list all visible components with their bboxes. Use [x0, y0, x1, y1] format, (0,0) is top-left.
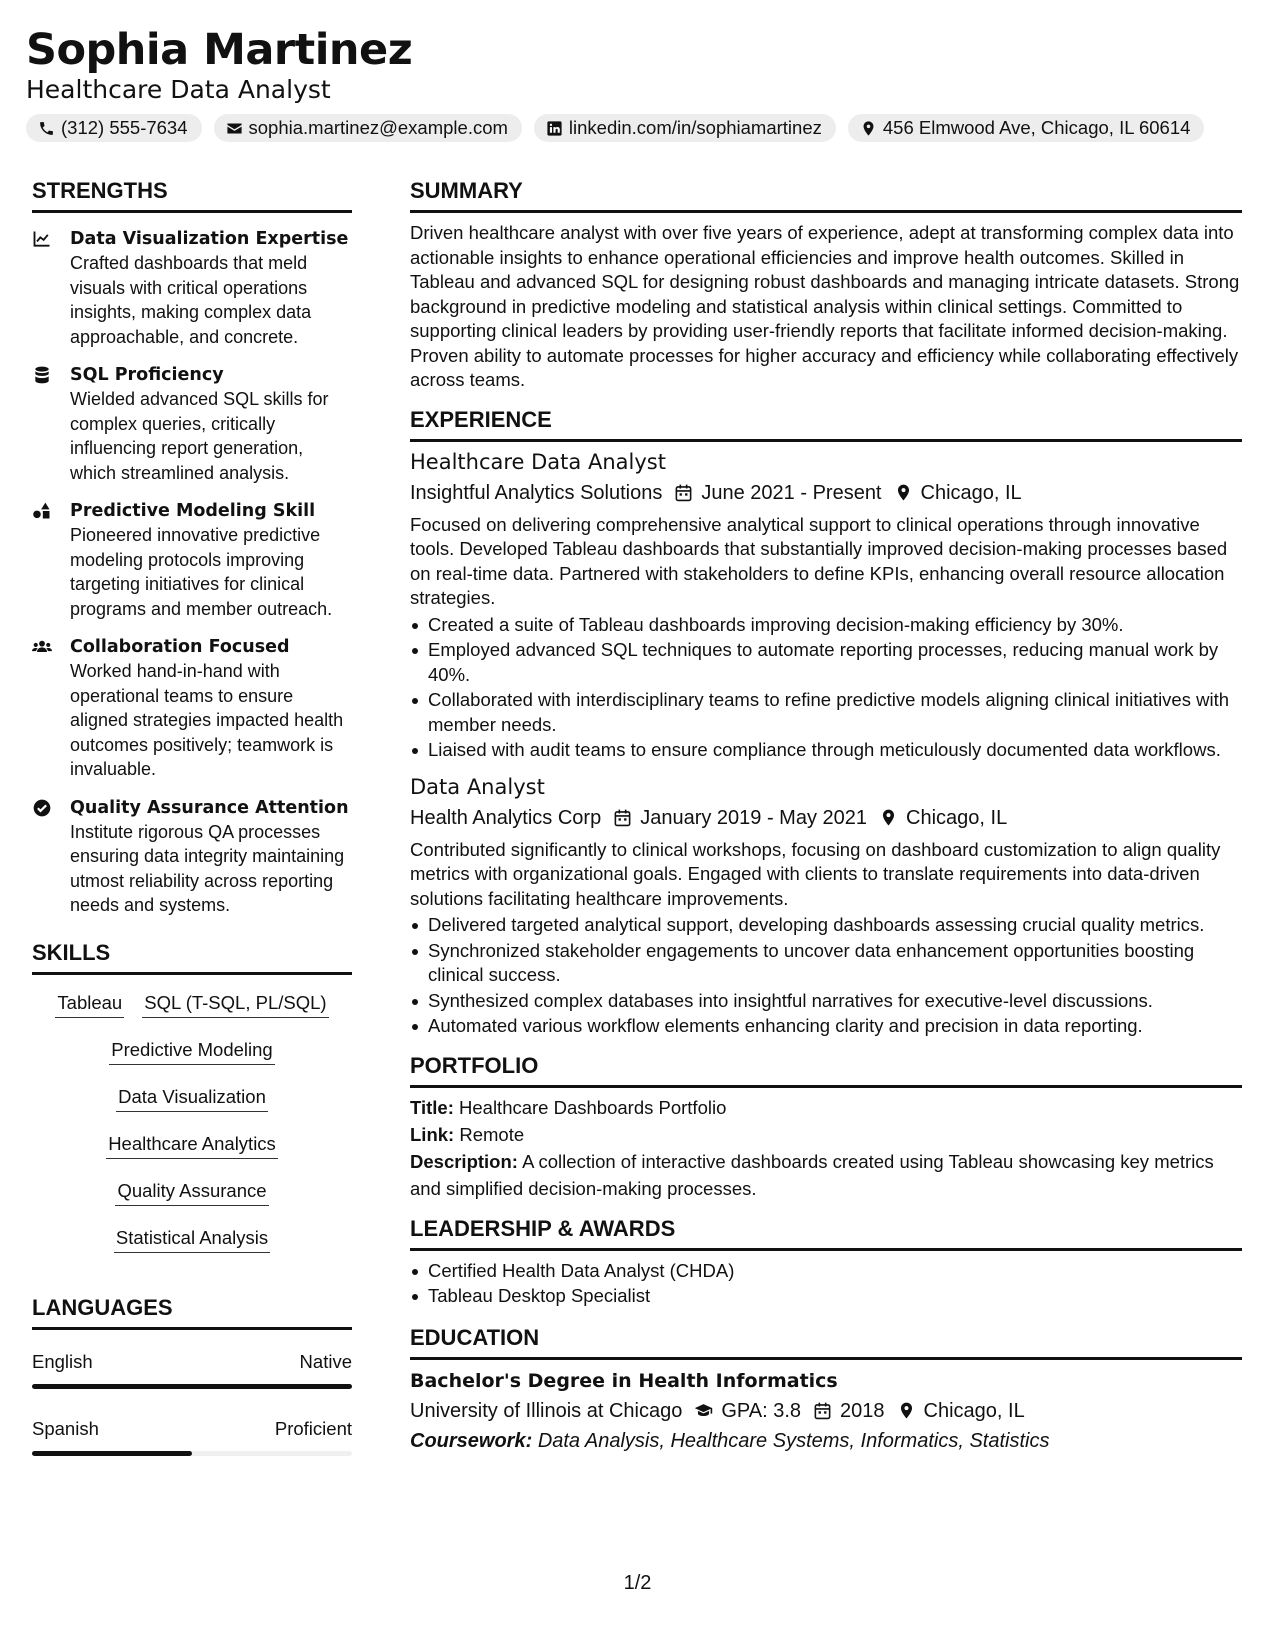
language-item: [32, 1350, 352, 1389]
job-bullet: Automated various workflow elements enhancing clarity and precision in data reporting.: [410, 1014, 1242, 1039]
strength-title: Collaboration Focused: [70, 637, 290, 657]
map-pin-icon: [879, 808, 898, 827]
strength-title: Quality Assurance Attention: [70, 797, 349, 818]
award-item: Certified Health Data Analyst (CHDA): [410, 1259, 1242, 1284]
skill-tag: SQL (T-SQL, PL/SQL): [142, 991, 328, 1018]
school-location: Chicago, IL: [923, 1399, 1025, 1422]
skill-tag: Predictive Modeling: [109, 1038, 274, 1065]
skills-heading: SKILLS: [32, 939, 111, 965]
summary-heading: SUMMARY: [410, 178, 523, 203]
section-divider: [410, 1085, 1242, 1088]
skills-list: [32, 991, 352, 1253]
job-company: Health Analytics Corp: [410, 806, 602, 829]
section-divider: [410, 1357, 1242, 1360]
experience-heading: EXPERIENCE: [410, 406, 552, 432]
skill-tag: Statistical Analysis: [114, 1226, 270, 1253]
strengths-section: [32, 176, 352, 918]
job-location: Chicago, IL: [906, 806, 1008, 829]
calendar-icon: [813, 1401, 832, 1420]
award-list: [410, 1259, 1242, 1309]
leadership-heading: LEADERSHIP & AWARDS: [410, 1215, 676, 1241]
database-icon: [32, 365, 52, 385]
coursework-label: Coursework:: [410, 1429, 533, 1452]
phone-text: (312) 555-7634: [61, 117, 188, 138]
language-level: Proficient: [274, 1417, 352, 1439]
job-bullet: Delivered targeted analytical support, developing dashboards assessing crucial quality metrics.: [410, 913, 1242, 938]
address-contact[interactable]: [848, 114, 1205, 142]
job-meta: [410, 479, 1242, 507]
section-divider: [410, 1248, 1242, 1251]
job-location: Chicago, IL: [920, 481, 1022, 504]
calendar-icon: [613, 808, 632, 827]
strength-item: [32, 796, 352, 918]
page-number: 1/2: [623, 1572, 652, 1594]
job-company: Insightful Analytics Solutions: [410, 481, 663, 504]
calendar-icon: [674, 483, 693, 502]
strength-item: [32, 363, 352, 485]
languages-heading: LANGUAGES: [32, 1294, 173, 1320]
job-bullets: [410, 613, 1242, 763]
strength-item: [32, 635, 352, 782]
strength-desc: Pioneered innovative predictive modeling protocols improving targeting initiatives for clinical programs and member outreach.: [70, 525, 333, 619]
contact-bar: [26, 114, 1256, 142]
strength-item: [32, 499, 352, 621]
award-item: Tableau Desktop Specialist: [410, 1284, 1242, 1309]
field-value[interactable]: Remote: [459, 1123, 525, 1145]
language-item: [32, 1417, 352, 1456]
section-divider: [32, 210, 352, 213]
users-icon: [32, 637, 52, 657]
job-bullet: Created a suite of Tableau dashboards improving decision-making efficiency by 30%.: [410, 613, 1242, 638]
job-description: Focused on delivering comprehensive analytical support to clinical operations through innovative tools. Developed Tableau dashboards that substantially improved decision-making processes based on real-time data. Partnered with stakeholders to define KPIs, enhancing overall resource allocation strategies.: [410, 513, 1228, 608]
language-name: English: [32, 1350, 93, 1372]
phone-icon: [38, 120, 55, 137]
portfolio-description: [410, 1148, 1242, 1202]
education-section: [410, 1323, 1242, 1455]
strength-desc: Institute rigorous QA processes ensuring data integrity maintaining utmost reliability across reporting needs and systems.: [70, 821, 345, 915]
field-value: Healthcare Dashboards Portfolio: [459, 1096, 727, 1118]
field-value: A collection of interactive dashboards created using Tableau showcasing key metrics and simplified decision-making processes.: [410, 1150, 1214, 1199]
job-title: Data Analyst: [410, 774, 545, 799]
section-divider: [32, 972, 352, 975]
language-proficiency-bar: [32, 1384, 352, 1389]
skill-tag: Data Visualization: [116, 1085, 268, 1112]
candidate-name: Sophia Martinez: [26, 25, 413, 75]
languages-section: [32, 1293, 352, 1456]
skills-section: [32, 938, 352, 1253]
map-pin-icon: [894, 483, 913, 502]
job-bullet: Collaborated with interdisciplinary teams to refine predictive models aligning clinical initiatives with member needs.: [410, 688, 1242, 737]
job-title: Healthcare Data Analyst: [410, 449, 666, 474]
map-pin-icon: [860, 120, 877, 137]
coursework-list: Data Analysis, Healthcare Systems, Informatics, Statistics: [537, 1429, 1050, 1452]
section-divider: [410, 210, 1242, 213]
education-meta: [410, 1397, 1242, 1425]
job-meta: [410, 804, 1242, 832]
shapes-icon: [32, 501, 52, 521]
language-name: Spanish: [32, 1417, 99, 1439]
job-dates: June 2021 - Present: [701, 481, 882, 504]
school-name: University of Illinois at Chicago: [410, 1399, 683, 1422]
map-pin-icon: [897, 1401, 916, 1420]
leadership-section: [410, 1214, 1242, 1309]
degree-title: Bachelor's Degree in Health Informatics: [410, 1369, 838, 1392]
portfolio-section: [410, 1051, 1242, 1202]
gpa: GPA: 3.8: [721, 1399, 802, 1422]
language-level: Native: [299, 1350, 352, 1372]
left-column: [32, 176, 352, 1456]
section-divider: [410, 439, 1242, 442]
skill-tag: Quality Assurance: [115, 1179, 268, 1206]
field-label: Description:: [410, 1150, 518, 1172]
chart-line-icon: [32, 229, 52, 249]
phone-contact[interactable]: [26, 114, 202, 142]
linkedin-contact[interactable]: [534, 114, 836, 142]
job-description: Contributed significantly to clinical workshops, focusing on dashboard customization to align quality metrics with organizational goals. Engaged with clients to translate requirements into data-driven solutions facilitating healthcare improvements.: [410, 838, 1221, 909]
email-contact[interactable]: [214, 114, 522, 142]
strength-desc: Worked hand-in-hand with operational teams to ensure aligned strategies impacted health outcomes positively; teamwork is invaluable.: [70, 661, 344, 779]
strength-title: SQL Proficiency: [70, 365, 224, 385]
portfolio-title: [410, 1094, 1242, 1121]
language-proficiency-fill: [32, 1384, 352, 1389]
coursework: [410, 1427, 1242, 1455]
job-dates: January 2019 - May 2021: [640, 806, 868, 829]
right-column: [410, 176, 1242, 1455]
job-bullet: Employed advanced SQL techniques to automate reporting processes, reducing manual work by 40%.: [410, 638, 1242, 687]
strengths-heading: STRENGTHS: [32, 178, 168, 203]
linkedin-text: linkedin.com/in/sophiamartinez: [568, 117, 822, 138]
strength-title: Predictive Modeling Skill: [70, 501, 316, 521]
linkedin-icon: [546, 120, 563, 137]
graduation-cap-icon: [694, 1401, 713, 1420]
field-label: Title:: [410, 1096, 454, 1118]
portfolio-link: [410, 1121, 1242, 1148]
portfolio-heading: PORTFOLIO: [410, 1052, 539, 1078]
language-proficiency-bar: [32, 1451, 352, 1456]
job-entry: [410, 448, 1242, 763]
candidate-role: Healthcare Data Analyst: [26, 75, 331, 104]
strength-title: Data Visualization Expertise: [70, 229, 349, 249]
job-bullets: [410, 913, 1242, 1039]
address-text: 456 Elmwood Ave, Chicago, IL 60614: [882, 117, 1191, 138]
strength-item: [32, 227, 352, 349]
skill-tag: Healthcare Analytics: [106, 1132, 278, 1159]
summary-text: Driven healthcare analyst with over five years of experience, adept at transforming complex data into actionable insights to enhance operational efficiencies and improve health outcomes. Skilled in Tableau and advanced SQL for designing robust dashboards and managing intricate datasets. Strong background in predictive modeling and statistical analysis within clinical settings. Committed to supporting clinical leaders by providing user-friendly reports that facilitate informed decision-making. Proven ability to automate processes for higher accuracy and efficiency while collaborating effectively across teams.: [410, 222, 1240, 390]
job-entry: [410, 773, 1242, 1039]
strength-desc: Wielded advanced SQL skills for complex queries, critically influencing report generation, which streamlined analysis.: [70, 389, 329, 483]
job-bullet: Synthesized complex databases into insightful narratives for executive-level discussions.: [410, 989, 1242, 1014]
resume-header: [26, 24, 1256, 142]
job-bullet: Synchronized stakeholder engagements to uncover data enhancement opportunities boosting clinical success.: [410, 939, 1242, 988]
language-proficiency-fill: [32, 1451, 192, 1456]
summary-section: [410, 176, 1242, 393]
education-heading: EDUCATION: [410, 1324, 540, 1350]
field-label: Link:: [410, 1123, 455, 1145]
check-circle-icon: [32, 798, 52, 818]
envelope-icon: [226, 120, 243, 137]
experience-section: [410, 405, 1242, 1039]
email-text: sophia.martinez@example.com: [248, 117, 508, 138]
skill-tag: Tableau: [55, 991, 124, 1018]
section-divider: [32, 1327, 352, 1330]
job-bullet: Liaised with audit teams to ensure compliance through meticulously documented data workflows.: [410, 738, 1242, 763]
graduation-year: 2018: [840, 1399, 885, 1422]
strength-desc: Crafted dashboards that meld visuals with critical operations insights, making complex data approachable, and concrete.: [70, 253, 312, 347]
